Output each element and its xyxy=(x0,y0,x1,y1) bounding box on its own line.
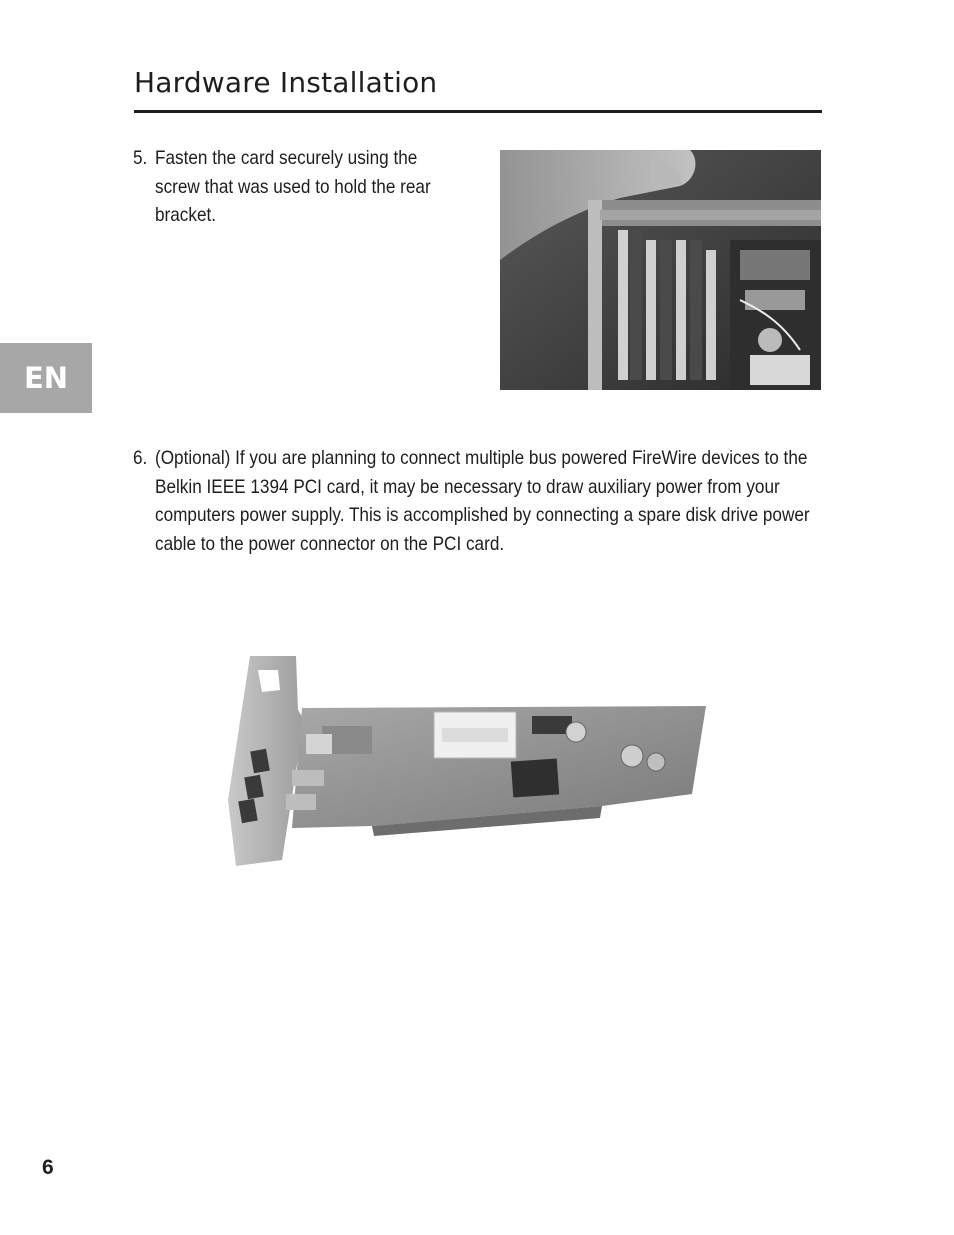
step-5 xyxy=(133,144,450,230)
page-number: 6 xyxy=(42,1156,54,1179)
step-6 xyxy=(133,444,819,558)
step-5-text: Fasten the card securely using the screw that was used to hold the rear bracket. xyxy=(155,147,431,226)
photo-pci-card xyxy=(222,650,712,870)
title-underline xyxy=(134,110,822,113)
language-tab xyxy=(0,343,92,413)
step-6-number: 6. xyxy=(133,447,148,469)
computer-interior-illustration xyxy=(500,150,821,390)
step-6-text: (Optional) If you are planning to connect multiple bus powered FireWire devices to the Belkin IEEE 1394 PCI card, it may be necessary to draw auxiliary power from your computers power supply. This is accomplished by connecting a spare disk drive power cable to the power connector on the PCI card. xyxy=(155,447,810,555)
step-5-number: 5. xyxy=(133,147,148,169)
page-title: Hardware Installation xyxy=(134,66,438,99)
photo-card-in-computer xyxy=(500,150,821,390)
pci-card-illustration xyxy=(222,650,712,870)
language-tab-label: EN xyxy=(23,361,69,395)
